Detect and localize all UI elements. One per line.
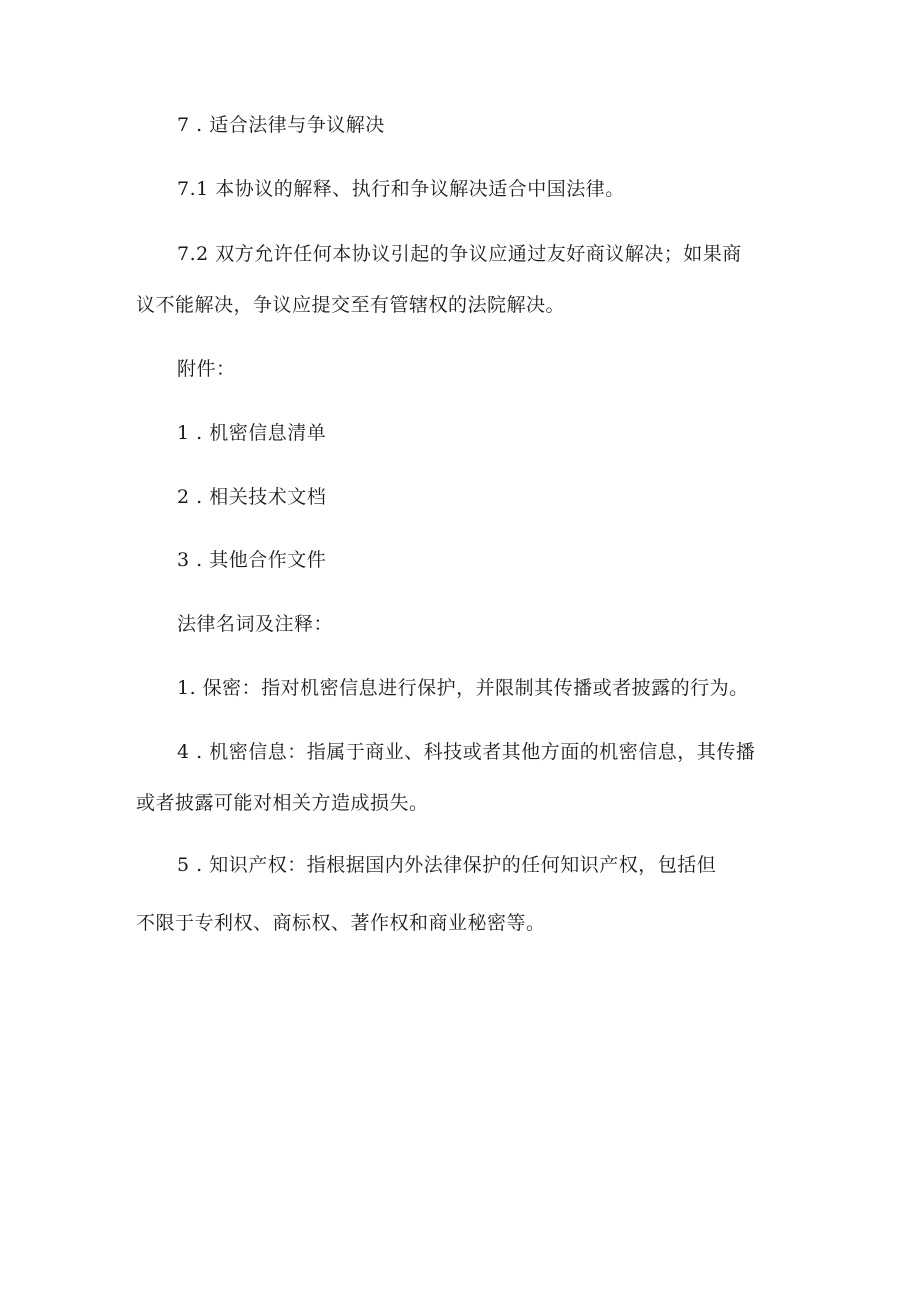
attachment-item: 3 . 其他合作文件 [177,549,327,571]
glossary-item-ip-line-2: 不限于专利权、商标权、著作权和商业秘密等。 [136,912,546,934]
glossary-item-confidential-info-line-2: 或者披露可能对相关方造成损失。 [136,792,429,814]
attachment-item: 1 . 机密信息清单 [177,422,327,444]
glossary-item-confidentiality: 1. 保密：指对机密信息进行保护，并限制其传播或者披露的行为。 [177,677,749,699]
section-7-heading: 7 . 适合法律与争议解决 [177,114,385,136]
glossary-heading: 法律名词及注释： [177,613,334,635]
clause-7-1: 7.1 本协议的解释、执行和争议解决适合中国法律。 [177,178,625,200]
attachment-item: 2 . 相关技术文档 [177,486,327,508]
glossary-item-ip-line-1: 5 . 知识产权：指根据国内外法律保护的任何知识产权，包括但 [177,854,717,876]
attachments-heading: 附件： [177,358,236,380]
clause-7-2-line-1: 7.2 双方允许任何本协议引起的争议应通过友好商议解决；如果商 [177,243,742,265]
glossary-item-confidential-info-line-1: 4 . 机密信息：指属于商业、科技或者其他方面的机密信息，其传播 [177,741,756,763]
clause-7-2-line-2: 议不能解决，争议应提交至有管辖权的法院解决。 [136,294,566,316]
